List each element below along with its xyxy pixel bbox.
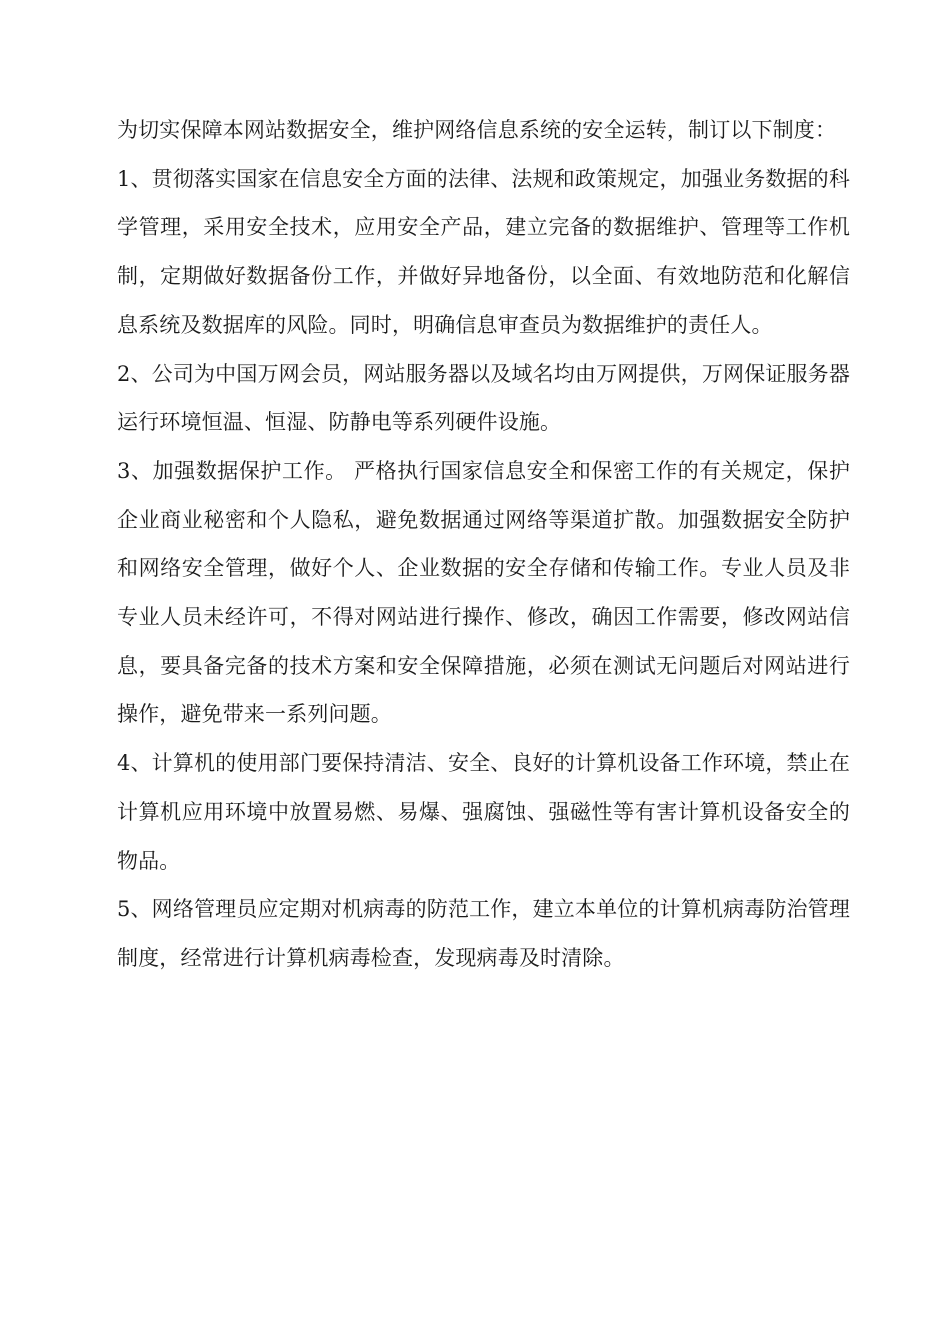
document-body — [117, 106, 850, 983]
intro-paragraph: 为切实保障本网站数据安全，维护网络信息系统的安全运转，制订以下制度： — [117, 118, 837, 142]
rule-item-4: 4、计算机的使用部门要保持清洁、安全、良好的计算机设备工作环境，禁止在计算机应用环境中放置易燃、易爆、强腐蚀、强磁性等有害计算机设备安全的物品。 — [117, 751, 850, 873]
rule-item-1: 1、贯彻落实国家在信息安全方面的法律、法规和政策规定，加强业务数据的科学管理，采用安全技术，应用安全产品，建立完备的数据维护、管理等工作机制，定期做好数据备份工作，并做好异地备份，以全面、有效地防范和化解信息系统及数据库的风险。同时，明确信息审查员为数据维护的责任人。 — [117, 166, 850, 337]
rule-item-3: 3、加强数据保护工作。 严格执行国家信息安全和保密工作的有关规定，保护企业商业秘密和个人隐私，避免数据通过网络等渠道扩散。加强数据安全防护和网络安全管理，做好个人、企业数据的安全存储和传输工作。专业人员及非专业人员未经许可，不得对网站进行操作、修改，确因工作需要，修改网站信息，要具备完备的技术方案和安全保障措施，必须在测试无问题后对网站进行操作，避免带来一系列问题。 — [117, 458, 850, 727]
rule-item-5: 5、网络管理员应定期对机病毒的防范工作，建立本单位的计算机病毒防治管理制度，经常进行计算机病毒检查，发现病毒及时清除。 — [117, 897, 850, 970]
rule-item-2: 2、公司为中国万网会员，网站服务器以及域名均由万网提供，万网保证服务器运行环境恒温、恒湿、防静电等系列硬件设施。 — [117, 361, 850, 435]
